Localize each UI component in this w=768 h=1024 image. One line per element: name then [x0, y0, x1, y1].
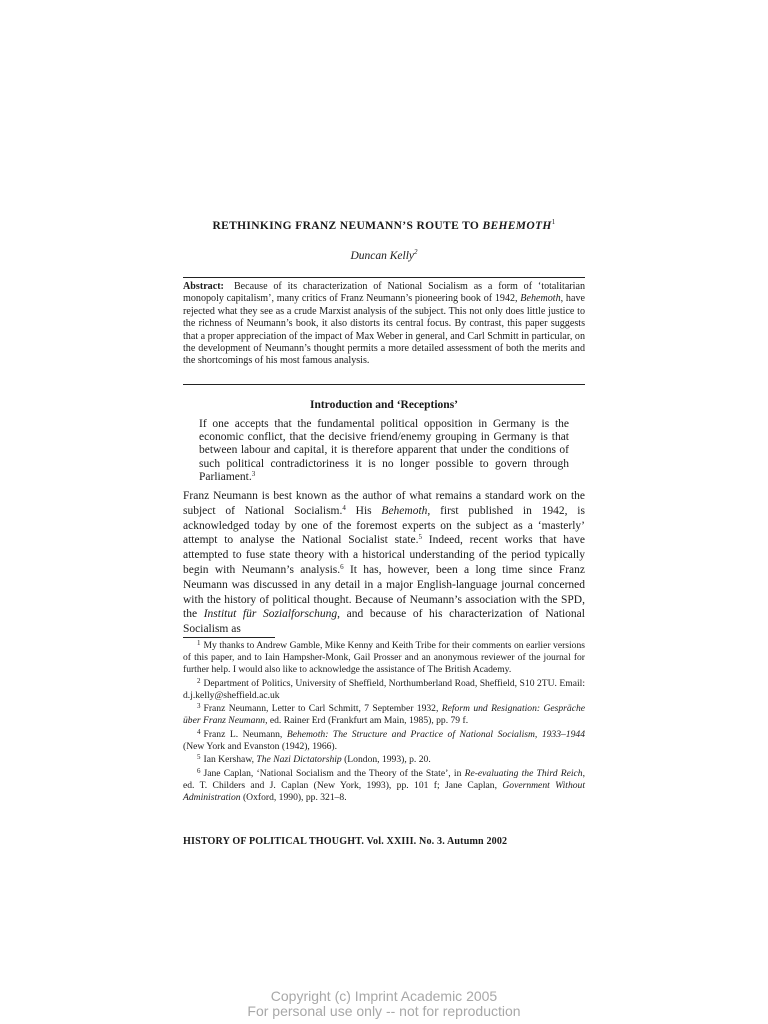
- footnote-text: My thanks to Andrew Gamble, Mike Kenny and Keith Tribe for their comments on earlier versions of this paper, and to Iain Hampsher-Monk, Gail Prosser and an anonymous reviewer of the journal for further help. I would also like to acknowledge the assistance of The British Academy.: [183, 640, 585, 675]
- abstract-top-rule: [183, 277, 585, 278]
- copyright-line-1: Copyright (c) Imprint Academic 2005: [270, 988, 498, 1004]
- body-paragraph: [183, 489, 585, 637]
- author-text: Duncan Kelly: [350, 249, 415, 262]
- copyright-watermark: [0, 989, 768, 1019]
- body-text-1: Franz Neumann is best known as the author of what remains a standard work on the subject of National Socialism.: [183, 490, 585, 517]
- footnote-number: 6: [197, 766, 201, 775]
- title-footnote-marker: 1: [551, 218, 556, 226]
- footnote-italic-text: The Nazi Dictatorship: [256, 754, 342, 765]
- quote-footnote-marker: 3: [251, 469, 256, 478]
- title-italic: BEHEMOTH: [482, 219, 552, 232]
- author-footnote-marker: 2: [414, 248, 418, 256]
- footnote-text: Franz L. Neumann,: [203, 728, 287, 740]
- footnote-text: (Oxford, 1990), pp. 321–8.: [240, 791, 347, 803]
- footnote-italic-text: Behemoth: The Structure and Practice of National Socialism, 1933–1944: [286, 728, 585, 740]
- footnote-number: 1: [197, 639, 201, 647]
- footnote-text: Franz Neumann, Letter to Carl Schmitt, 7 September 1932,: [203, 703, 442, 714]
- author-name: [183, 248, 585, 262]
- footnote-text: Ian Kershaw,: [203, 754, 257, 765]
- footnotes: [183, 640, 585, 805]
- article-title: [173, 218, 595, 232]
- footnote-text: (London, 1993), p. 20.: [341, 754, 431, 765]
- footnote-6: [183, 768, 585, 804]
- quote-text: If one accepts that the fundamental political opposition in Germany is the economic conflict, that the decisive friend/enemy grouping in Germany is that between labour and capital, it is therefore apparent that under the conditions of such political contradictoriness it is no longer possible to govern through Parliament.: [199, 418, 569, 483]
- footnote-1: [183, 640, 585, 676]
- footnote-italic-text: Government Without Administration: [183, 779, 585, 803]
- footnote-marker-5: 5: [418, 533, 423, 542]
- body-italic-2: Institut für Sozialforschung: [203, 608, 338, 621]
- body-text-6: , and because of his characterization of National Socialism as: [183, 608, 585, 636]
- abstract-text-pre: Because of its characterization of National Socialism as a form of ‘totalitarian monopoly capitalism’, many critics of Franz Neumann’s pioneering book of 1942,: [183, 281, 585, 305]
- footnote-text: Jane Caplan, ‘National Socialism and the Theory of the State’, in: [203, 767, 465, 779]
- body-italic-1: Behemoth: [381, 504, 428, 517]
- footnote-number: 3: [197, 702, 201, 710]
- epigraph-quote: [199, 418, 569, 484]
- title-text: RETHINKING FRANZ NEUMANN’S ROUTE TO: [212, 219, 483, 232]
- footnote-number: 2: [197, 676, 201, 685]
- abstract: [183, 281, 585, 368]
- footnote-text: , ed. Rainer Erd (Frankfurt am Main, 1985), pp. 79 f.: [265, 715, 469, 726]
- footnote-4: [183, 729, 585, 753]
- footnote-text: , ed. T. Childers and J. Caplan (New York, 1993), pp. 101 f; Jane Caplan,: [183, 767, 585, 791]
- footnote-text: Department of Politics, University of Sheffield, Northumberland Road, Sheffield, S10 2TU. Email: d.j.kelly@sheffield.ac.uk: [183, 677, 585, 701]
- footnote-5: [183, 754, 585, 766]
- footnote-number: 4: [197, 727, 201, 736]
- footnote-marker-4: 4: [342, 503, 346, 512]
- copyright-line-2: For personal use only -- not for reproduction: [247, 1003, 521, 1019]
- body-text-5: It has, however, been a long time since Franz Neumann was discussed in any detail in a major English-language journal concerned with the history of political thought. Because of Neumann’s association with the SPD, the: [183, 563, 585, 621]
- abstract-bottom-rule: [183, 384, 585, 385]
- abstract-label: Abstract:: [183, 281, 224, 292]
- footnote-2: [183, 678, 585, 702]
- footnote-text: (New York and Evanston (1942), 1966).: [183, 740, 338, 752]
- footnote-marker-6: 6: [340, 562, 344, 571]
- footnote-3: [183, 703, 585, 727]
- section-heading: Introduction and ‘Receptions’: [309, 399, 459, 411]
- footnote-number: 5: [197, 753, 201, 761]
- footnote-italic-text: Reform und Resignation: Gespräche über Franz Neumann: [183, 703, 586, 726]
- footnote-italic-text: Re-evaluating the Third Reich: [464, 767, 583, 779]
- body-text-2: His: [345, 504, 382, 517]
- body-text-4: Indeed, recent works that have attempted to fuse state theory with a historical understanding of the period typically begin with Neumann’s analysis.: [183, 534, 585, 576]
- journal-line: HISTORY OF POLITICAL THOUGHT. Vol. XXIII. No. 3. Autumn 2002: [183, 836, 508, 847]
- abstract-text-post: , have rejected what they see as a crude Marxist analysis of the subject. This not only does little justice to the richness of Neumann’s book, it also distorts its central focus. By contrast, this paper suggests that a proper appreciation of the impact of Max Weber in general, and Carl Schmitt in particular, on the development of Neumann’s thought permits a more detailed assessment of both the merits and the shortcomings of his most famous analysis.: [183, 293, 585, 367]
- footnote-separator: [183, 637, 275, 638]
- body-text-3: , first published in 1942, is acknowledged today by one of the foremost experts on the subject as a ‘masterly’ attempt to analyse the National Socialist state.: [183, 504, 585, 547]
- abstract-text-italic: Behemoth: [520, 293, 561, 305]
